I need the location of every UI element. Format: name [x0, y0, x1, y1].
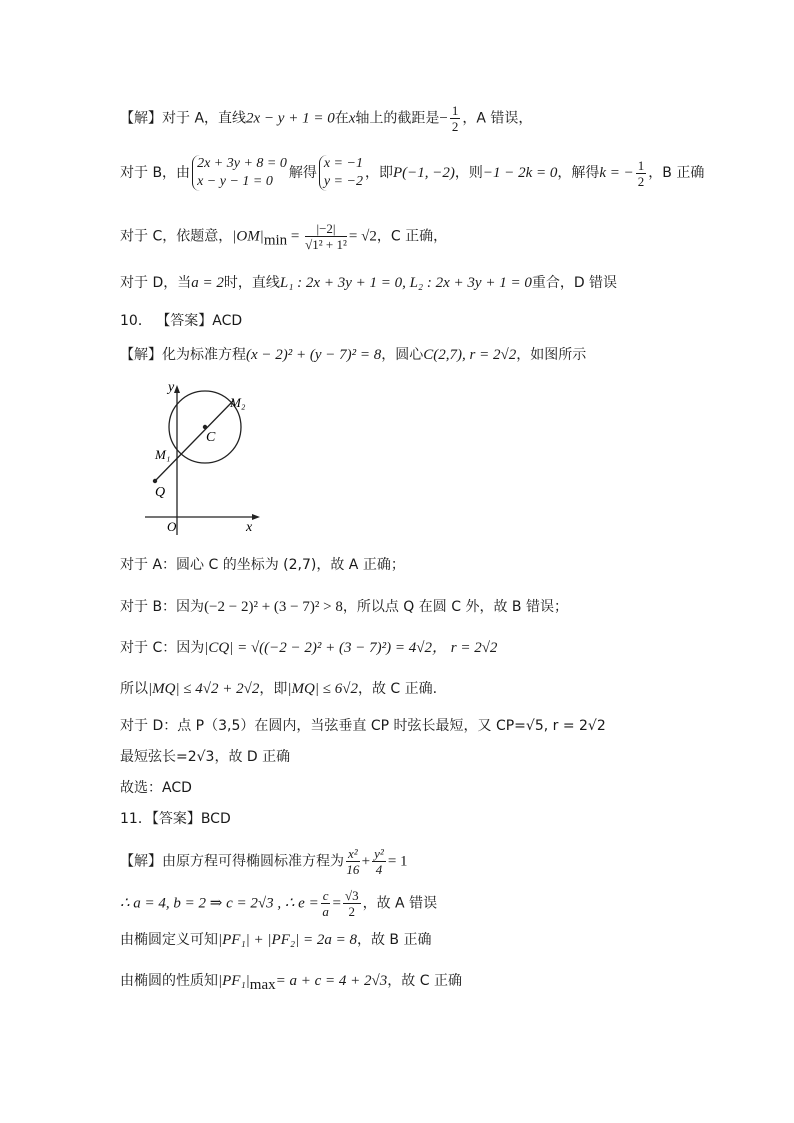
text: ，故 B 正确 — [356, 932, 432, 948]
text: 轴上的截距是 — [355, 110, 440, 127]
point-q — [153, 479, 157, 483]
subscript: max — [249, 976, 276, 993]
x-axis-arrow — [252, 514, 260, 520]
numerator: y² — [374, 846, 384, 861]
text: 对于 B：因为 — [120, 599, 205, 615]
text: ，则 — [454, 165, 483, 181]
numerator: x² — [348, 846, 358, 861]
math: |PF₁| + |PF₂| = 2a = 8 — [218, 932, 357, 948]
subscript: min — [263, 232, 288, 249]
s10-d1: 对于 D：点 P（3,5）在圆内，当弦垂直 CP 时弦长最短，又 CP=√5, r = 2√2 — [120, 718, 606, 734]
circle-figure — [140, 375, 265, 535]
s11-answer: 11．【答案】BCD — [120, 811, 231, 827]
text: ，B 正确 — [648, 165, 705, 181]
math: = a + c = 4 + 2√3 — [275, 973, 388, 989]
text: 由椭圆的性质知 — [120, 973, 218, 989]
fraction — [343, 888, 361, 919]
solution-system — [319, 155, 363, 191]
text: ，故 A 错误 — [362, 895, 438, 912]
y-label: y — [168, 380, 175, 395]
fraction — [372, 846, 386, 877]
s10-answer: 10． 【答案】ACD — [120, 313, 243, 329]
fraction — [305, 221, 347, 252]
text: 【解】对于 A，直线 — [120, 110, 247, 127]
fraction — [321, 888, 331, 919]
s11-c — [120, 971, 462, 995]
eq: y = −2 — [323, 174, 363, 189]
denominator: 16 — [346, 862, 360, 877]
text: ，故 C 正确. — [357, 681, 438, 697]
math: 2x − y + 1 = 0 — [246, 110, 335, 127]
s10-choose: 故选：ACD — [120, 780, 192, 796]
numerator: 1 — [451, 103, 459, 118]
equation-system — [192, 155, 287, 191]
eq: x = −1 — [323, 156, 363, 171]
math: L₁ : 2x + 3y + 1 = 0, L₂ : 2x + 3y + 1 = 0 — [279, 275, 532, 291]
s9-line-d — [120, 273, 617, 293]
math: (−2 − 2)² + (3 − 7)² > 8 — [204, 599, 343, 615]
text: ，所以点 Q 在圆 C 外，故 B 错误； — [342, 599, 568, 615]
text: 重合，D 错误 — [531, 275, 618, 291]
math: P(−1, −2) — [392, 165, 455, 181]
numerator: |−2| — [305, 221, 347, 237]
origin-label: O — [167, 519, 177, 534]
math: = — [332, 895, 341, 912]
eq: 2x + 3y + 8 = 0 — [197, 156, 287, 171]
s11-a — [120, 888, 437, 919]
text: 解得 — [288, 165, 317, 181]
math: = √2 — [348, 228, 377, 245]
text: ，即 — [259, 681, 288, 697]
math: |OM| — [232, 228, 264, 245]
text: 所以 — [120, 681, 148, 697]
math: − — [439, 110, 448, 127]
text: 对于 D，当 — [120, 275, 192, 291]
math: C(2,7), r = 2√2 — [423, 347, 517, 363]
denominator: a — [322, 904, 329, 919]
s10-c2 — [120, 679, 437, 699]
y-axis-arrow — [174, 385, 180, 393]
text: ，解得 — [557, 165, 600, 181]
s9-line-a — [120, 103, 532, 134]
m2-label: M₂ — [230, 395, 246, 410]
c-label: C — [206, 430, 216, 445]
text: ，C 正确， — [376, 228, 448, 245]
s11-b — [120, 930, 431, 950]
denominator: 2 — [451, 119, 459, 134]
denominator: 2 — [637, 173, 645, 189]
math: (x − 2)² + (y − 7)² = 8 — [246, 347, 382, 363]
s10-b — [120, 597, 568, 617]
math: ， r = 2√2 — [431, 640, 498, 656]
text: 在 — [334, 110, 349, 127]
s9-line-c: 对于 C，依题意，$|OM|_{min}$ = $\frac{|-2|}{\text{√1² + 1²}}$ = √2，C 正确， — [120, 221, 448, 252]
line-qm2 — [155, 401, 233, 481]
m1-label: M₁ — [155, 447, 171, 462]
text: 对于 C，依题意， — [120, 228, 233, 245]
text: 对于 B，由 — [120, 165, 191, 181]
math: ∴ a = 4, b = 2 ⇒ c = 2√3 , ∴ e = — [120, 895, 319, 912]
fraction — [636, 158, 647, 189]
text: ，圆心 — [381, 347, 424, 363]
math: −1 − 2k = 0 — [482, 165, 558, 181]
numerator: c — [322, 888, 329, 903]
text: 【解】化为标准方程 — [120, 347, 246, 363]
denominator: 4 — [375, 862, 383, 877]
center-point — [203, 425, 207, 429]
math: |MQ| ≤ 4√2 + 2√2 — [148, 681, 260, 697]
denominator: 2 — [348, 904, 356, 919]
math: |PF₁| — [218, 973, 250, 989]
math: k = − — [599, 165, 634, 181]
text: ，即 — [364, 165, 393, 181]
text: ，A 错误， — [462, 110, 533, 127]
numerator: 1 — [637, 157, 645, 173]
denominator: √1² + 1² — [305, 237, 347, 252]
math: |MQ| ≤ 6√2 — [287, 681, 358, 697]
s9-line-b — [120, 155, 704, 191]
text: 时，直线 — [223, 275, 280, 291]
fraction — [450, 103, 461, 134]
q-label: Q — [155, 485, 166, 500]
math: = 1 — [387, 853, 408, 870]
math: a = 2 — [191, 275, 224, 291]
text: ，故 C 正确 — [387, 973, 462, 989]
s10-c — [120, 638, 497, 658]
s10-a: 对于 A：圆心 C 的坐标为 (2,7)，故 A 正确； — [120, 557, 405, 573]
s10-d2: 最短弦长=2√3，故 D 正确 — [120, 749, 291, 765]
numerator: √3 — [344, 888, 359, 903]
fraction — [346, 846, 360, 877]
text: 对于 C：因为 — [120, 640, 205, 656]
text: ，如图所示 — [516, 347, 587, 363]
s10-solution — [120, 345, 586, 365]
math: x — [348, 110, 356, 127]
eq: x − y − 1 = 0 — [197, 174, 273, 189]
s11-solution: 【解】由原方程可得椭圆标准方程为 $\frac{\text{x²}}{16}$ + $\frac{\text{y²}}{4}$ = 1 — [120, 846, 408, 877]
text: 【解】由原方程可得椭圆标准方程为 — [120, 853, 344, 870]
x-label: x — [246, 520, 253, 535]
math: |CQ| = √((−2 − 2)² + (3 − 7)²) = 4√2 — [204, 640, 432, 656]
text: 由椭圆定义可知 — [120, 932, 218, 948]
